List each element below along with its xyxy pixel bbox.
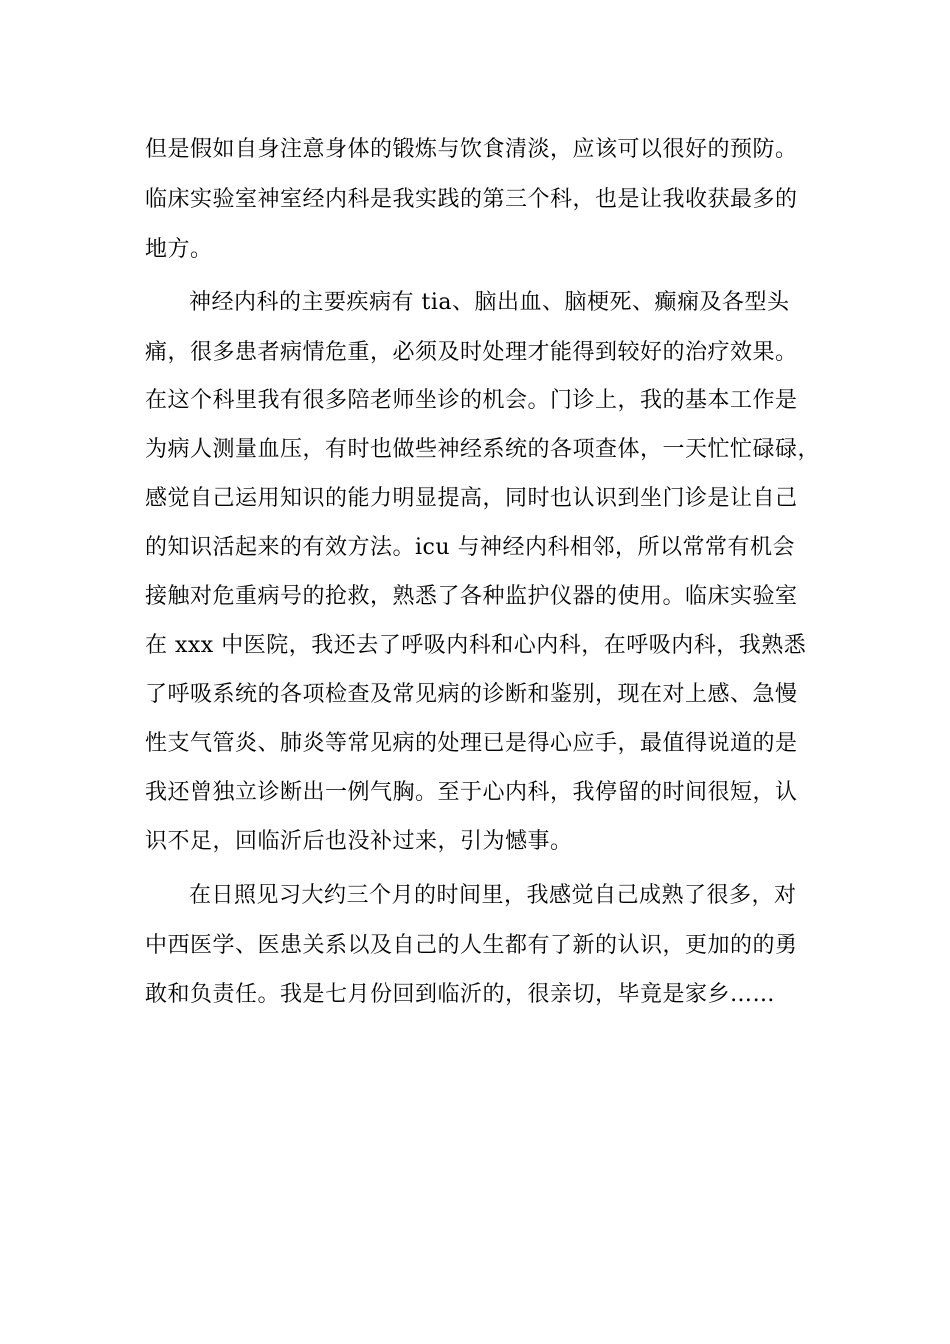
paragraph-line: 地方。 [145, 237, 213, 262]
paragraph-line: 我还曾独立诊断出一例气胸。至于心内科，我停留的时间很短，认 [145, 780, 798, 805]
paragraph-line: 在这个科里我有很多陪老师坐诊的机会。门诊上，我的基本工作是 [145, 388, 798, 413]
paragraph-line: 在 xxx 中医院，我还去了呼吸内科和心内科，在呼吸内科，我熟悉 [145, 633, 807, 658]
paragraph-line: 临床实验室神室经内科是我实践的第三个科，也是让我收获最多的 [145, 187, 798, 212]
paragraph-line: 的知识活起来的有效方法。icu 与神经内科相邻，所以常常有机会 [145, 535, 796, 560]
paragraph-line: 在日照见习大约三个月的时间里，我感觉自己成熟了很多，对 [189, 883, 797, 908]
paragraph-line: 接触对危重病号的抢救，熟悉了各种监护仪器的使用。临床实验室 [145, 584, 798, 609]
paragraph-line: 中西医学、医患关系以及自己的人生都有了新的认识，更加的的勇 [145, 933, 798, 958]
paragraph-line: 性支气管炎、肺炎等常见病的处理已是得心应手，最值得说道的是 [145, 731, 798, 756]
paragraph-line: 了呼吸系统的各项检查及常见病的诊断和鉴别，现在对上感、急慢 [145, 682, 798, 707]
paragraph-line: 识不足，回临沂后也没补过来，引为憾事。 [145, 829, 573, 854]
paragraph-line: 痛，很多患者病情危重，必须及时处理才能得到较好的治疗效果。 [145, 340, 798, 365]
paragraph-line: 感觉自己运用知识的能力明显提高，同时也认识到坐门诊是让自己 [145, 486, 798, 511]
paragraph-line: 但是假如自身注意身体的锻炼与饮食清淡，应该可以很好的预防。 [145, 137, 798, 162]
paragraph-line: 神经内科的主要疾病有 tia、脑出血、脑梗死、癫痫及各型头 [189, 290, 790, 315]
paragraph-line: 为病人测量血压，有时也做些神经系统的各项查体，一天忙忙碌碌， [145, 437, 821, 462]
paragraph-line: 敢和负责任。我是七月份回到临沂的，很亲切，毕竟是家乡…… [145, 982, 776, 1007]
